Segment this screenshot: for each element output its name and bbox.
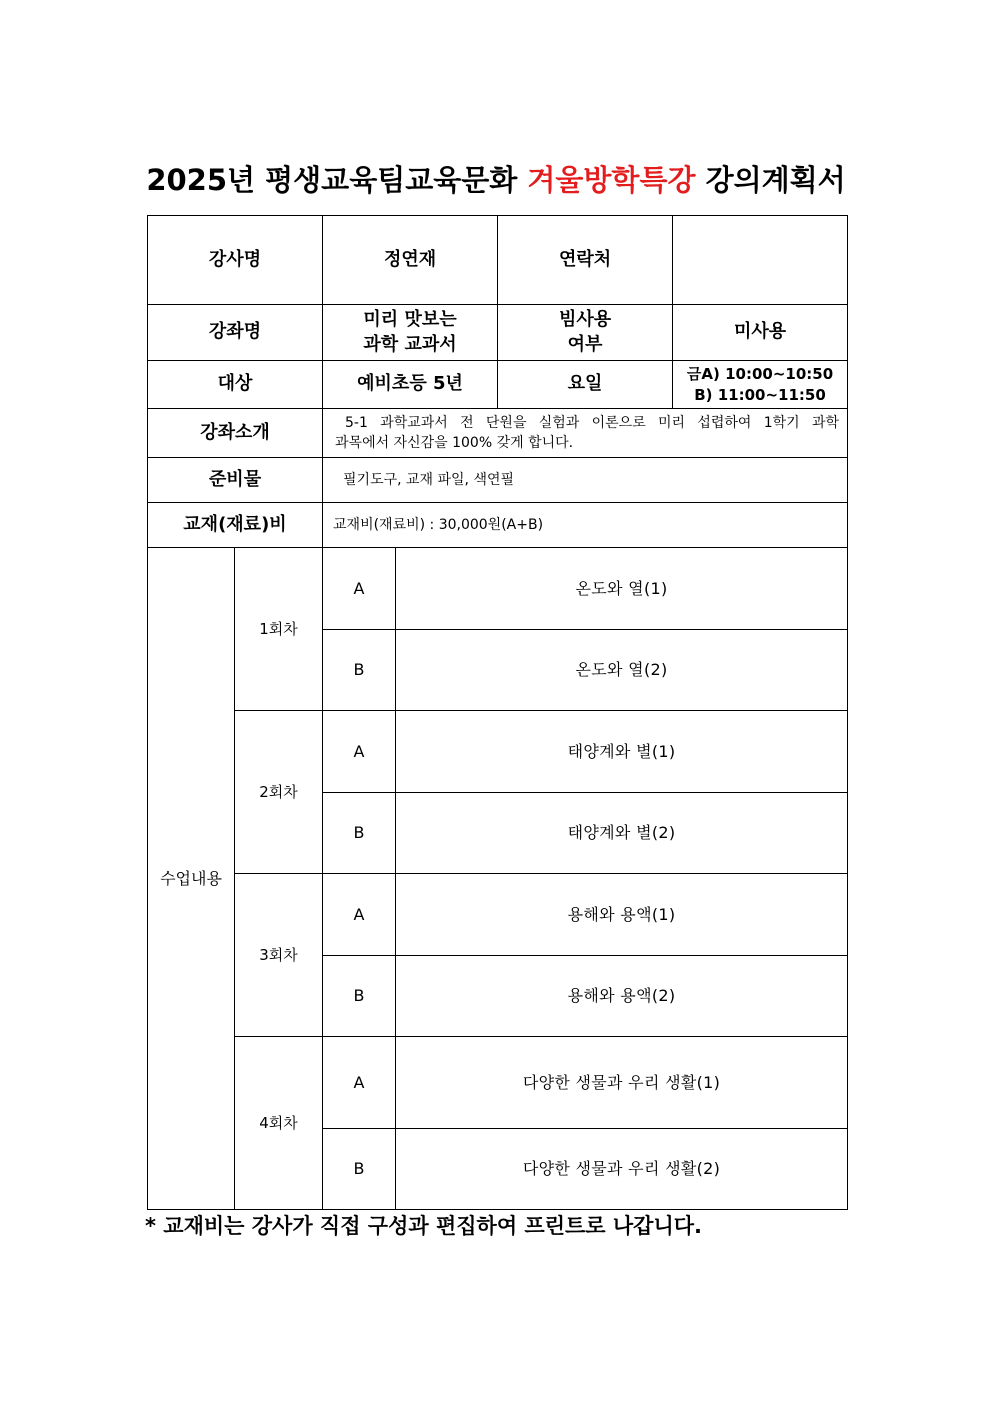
session-2-row-a <box>148 711 848 793</box>
session-4-label: 4회차 <box>235 1037 323 1210</box>
session-1-topic-a: 온도와 열(1) <box>396 548 848 630</box>
session-4-topic-a: 다양한 생물과 우리 생활(1) <box>396 1037 848 1129</box>
course-value <box>323 305 498 361</box>
session-2-topic-a: 태양계와 별(1) <box>396 711 848 793</box>
session-1-part-b: B <box>323 630 396 711</box>
beam-label <box>498 305 673 361</box>
target-row <box>148 361 848 409</box>
instructor-value: 정연재 <box>323 216 498 305</box>
session-3-part-a: A <box>323 874 396 956</box>
course-value-line1: 미리 맛보는 <box>363 309 457 331</box>
session-3-topic-a: 용해와 용액(1) <box>396 874 848 956</box>
supplies-row <box>148 458 848 503</box>
course-value-line2: 과학 교과서 <box>363 333 457 355</box>
intro-line1: 5-1 과학교과서 전 단원을 실험과 이론으로 미리 섭렵하여 1학기 과학 <box>345 414 840 431</box>
intro-line2: 과목에서 자신감을 100% 갖게 합니다. <box>335 435 574 451</box>
session-4-part-a: A <box>323 1037 396 1129</box>
session-1-topic-b: 온도와 열(2) <box>396 630 848 711</box>
session-1-part-a: A <box>323 548 396 630</box>
supplies-label: 준비물 <box>148 458 323 503</box>
session-2-part-b: B <box>323 793 396 874</box>
day-label: 요일 <box>498 361 673 409</box>
target-value: 예비초등 5년 <box>323 361 498 409</box>
target-label: 대상 <box>148 361 323 409</box>
intro-row <box>148 409 848 458</box>
session-3-row-a <box>148 874 848 956</box>
title-prefix: 2025년 평생교육팀교육문화 <box>146 163 518 197</box>
session-2-part-a: A <box>323 711 396 793</box>
session-2-topic-b: 태양계와 별(2) <box>396 793 848 874</box>
session-3-part-b: B <box>323 956 396 1037</box>
title-highlight: 겨울방학특강 <box>527 163 696 197</box>
material-label: 교재(재료)비 <box>148 503 323 548</box>
session-1-label: 1회차 <box>235 548 323 711</box>
supplies-value: 필기도구, 교재 파일, 색연필 <box>323 458 848 503</box>
day-value <box>673 361 848 409</box>
instructor-row <box>148 216 848 305</box>
course-label: 강좌명 <box>148 305 323 361</box>
lecture-plan-table <box>147 215 848 1210</box>
instructor-label: 강사명 <box>148 216 323 305</box>
session-4-part-b: B <box>323 1129 396 1210</box>
curriculum-label: 수업내용 <box>148 548 235 1210</box>
day-value-line1: 금A) 10:00~10:50 <box>686 365 834 384</box>
beam-label-line1: 빔사용 <box>558 309 612 331</box>
title-suffix: 강의계획서 <box>705 163 846 197</box>
footnote: * 교재비는 강사가 직접 구성과 편집하여 프린트로 나갑니다. <box>145 1214 702 1238</box>
session-3-label: 3회차 <box>235 874 323 1037</box>
session-4-topic-b: 다양한 생물과 우리 생활(2) <box>396 1129 848 1210</box>
contact-value <box>673 216 848 305</box>
session-4-row-a <box>148 1037 848 1129</box>
intro-value <box>323 409 848 458</box>
session-2-label: 2회차 <box>235 711 323 874</box>
beam-value: 미사용 <box>673 305 848 361</box>
session-1-row-a <box>148 548 848 630</box>
contact-label: 연락처 <box>498 216 673 305</box>
page-title <box>0 158 992 199</box>
material-row <box>148 503 848 548</box>
intro-label: 강좌소개 <box>148 409 323 458</box>
beam-label-line2: 여부 <box>567 333 603 355</box>
course-row <box>148 305 848 361</box>
session-3-topic-b: 용해와 용액(2) <box>396 956 848 1037</box>
material-value: 교재비(재료비) : 30,000원(A+B) <box>323 503 848 548</box>
day-value-line2: B) 11:00~11:50 <box>694 385 826 404</box>
